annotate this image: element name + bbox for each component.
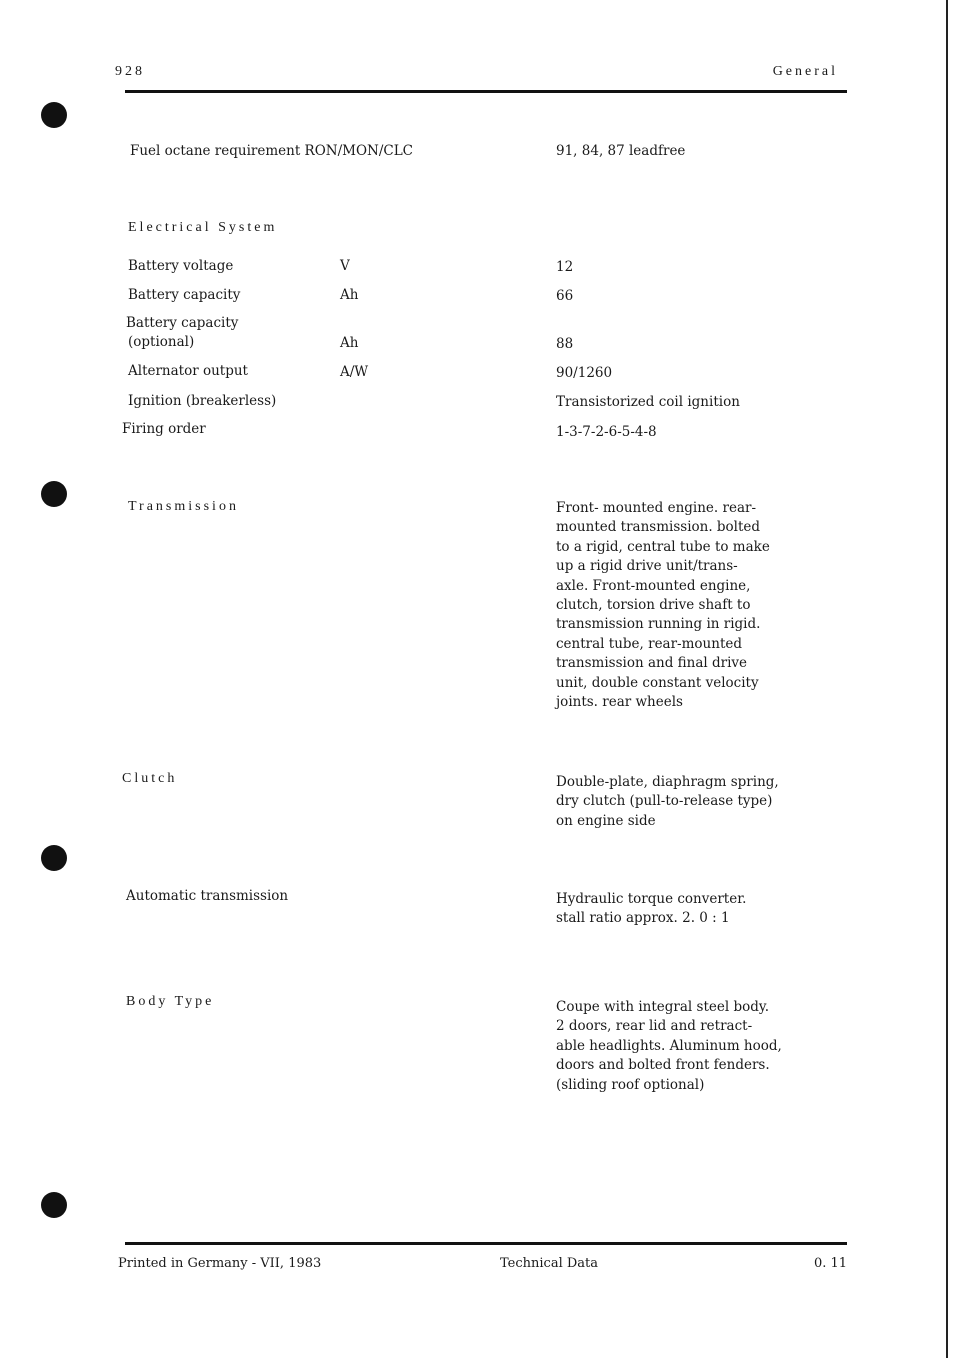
spec-value: 66 [556, 288, 574, 304]
text-line: stall ratio approx. 2. 0 : 1 [556, 910, 730, 927]
transmission-description [556, 499, 770, 712]
spec-unit: A/W [340, 364, 369, 380]
text-line: up a rigid drive unit/trans- [556, 558, 738, 575]
clutch-heading: Clutch [122, 771, 178, 786]
text-line: on engine side [556, 812, 656, 829]
page-edge-line [946, 0, 948, 1358]
text-line: Hydraulic torque converter. [556, 891, 747, 907]
header-section: General [772, 64, 838, 79]
text-line: transmission and final drive [556, 655, 748, 672]
text-line: Coupe with integral steel body. [556, 999, 770, 1015]
fuel-label: Fuel octane requirement RON/MON/CLC [130, 143, 414, 159]
spec-label: Alternator output [128, 363, 248, 379]
header-model: 928 [115, 64, 145, 79]
clutch-description [556, 773, 779, 831]
footer-rule [125, 1242, 847, 1245]
body-heading: Body Type [126, 994, 215, 1009]
text-line: central tube, rear-mounted [556, 635, 742, 652]
footer-title: Technical Data [500, 1256, 599, 1271]
text-line: clutch, torsion drive shaft to [556, 597, 751, 614]
binder-hole [41, 1192, 67, 1218]
electrical-heading: Electrical System [128, 220, 278, 235]
footer-page-number: 0. 11 [814, 1256, 848, 1271]
automatic-description [556, 890, 746, 929]
transmission-heading: Transmission [128, 499, 239, 514]
spec-value: 88 [556, 336, 574, 352]
spec-label: Battery capacity [128, 287, 241, 303]
spec-value: 12 [556, 259, 574, 275]
text-line: doors and bolted front fenders. [556, 1057, 770, 1074]
text-line: 2 doors, rear lid and retract- [556, 1018, 753, 1035]
text-line: Front- mounted engine. rear- [556, 500, 757, 516]
header-rule [125, 90, 847, 93]
binder-hole [41, 102, 67, 128]
spec-label: Battery voltage [128, 258, 234, 274]
binder-hole [41, 481, 67, 507]
text-line: transmission running in rigid. [556, 616, 761, 633]
binder-hole [41, 845, 67, 871]
text-line: to a rigid, central tube to make [556, 538, 770, 555]
spec-label: Ignition (breakerless) [128, 393, 277, 409]
spec-label: Battery capacity [126, 315, 239, 331]
spec-value: 1-3-7-2-6-5-4-8 [556, 424, 657, 440]
spec-unit: Ah [340, 287, 359, 303]
spec-unit: V [340, 258, 350, 274]
spec-value: 90/1260 [556, 365, 613, 381]
text-line: Double-plate, diaphragm spring, [556, 774, 779, 790]
spec-value: Transistorized coil ignition [556, 394, 740, 410]
automatic-heading: Automatic transmission [126, 888, 289, 904]
spec-unit: Ah [340, 335, 359, 351]
text-line: mounted transmission. bolted [556, 519, 761, 536]
fuel-value: 91, 84, 87 leadfree [556, 143, 686, 159]
body-description [556, 998, 782, 1095]
text-line: able headlights. Aluminum hood, [556, 1037, 782, 1054]
footer-printed: Printed in Germany - VII, 1983 [118, 1256, 322, 1271]
text-line: dry clutch (pull-to-release type) [556, 793, 773, 810]
text-line: joints. rear wheels [556, 694, 683, 711]
spec-label-sub: (optional) [128, 334, 195, 350]
text-line: (sliding roof optional) [556, 1076, 705, 1093]
text-line: unit, double constant velocity [556, 674, 759, 691]
spec-label: Firing order [122, 421, 206, 437]
text-line: axle. Front-mounted engine, [556, 577, 751, 594]
